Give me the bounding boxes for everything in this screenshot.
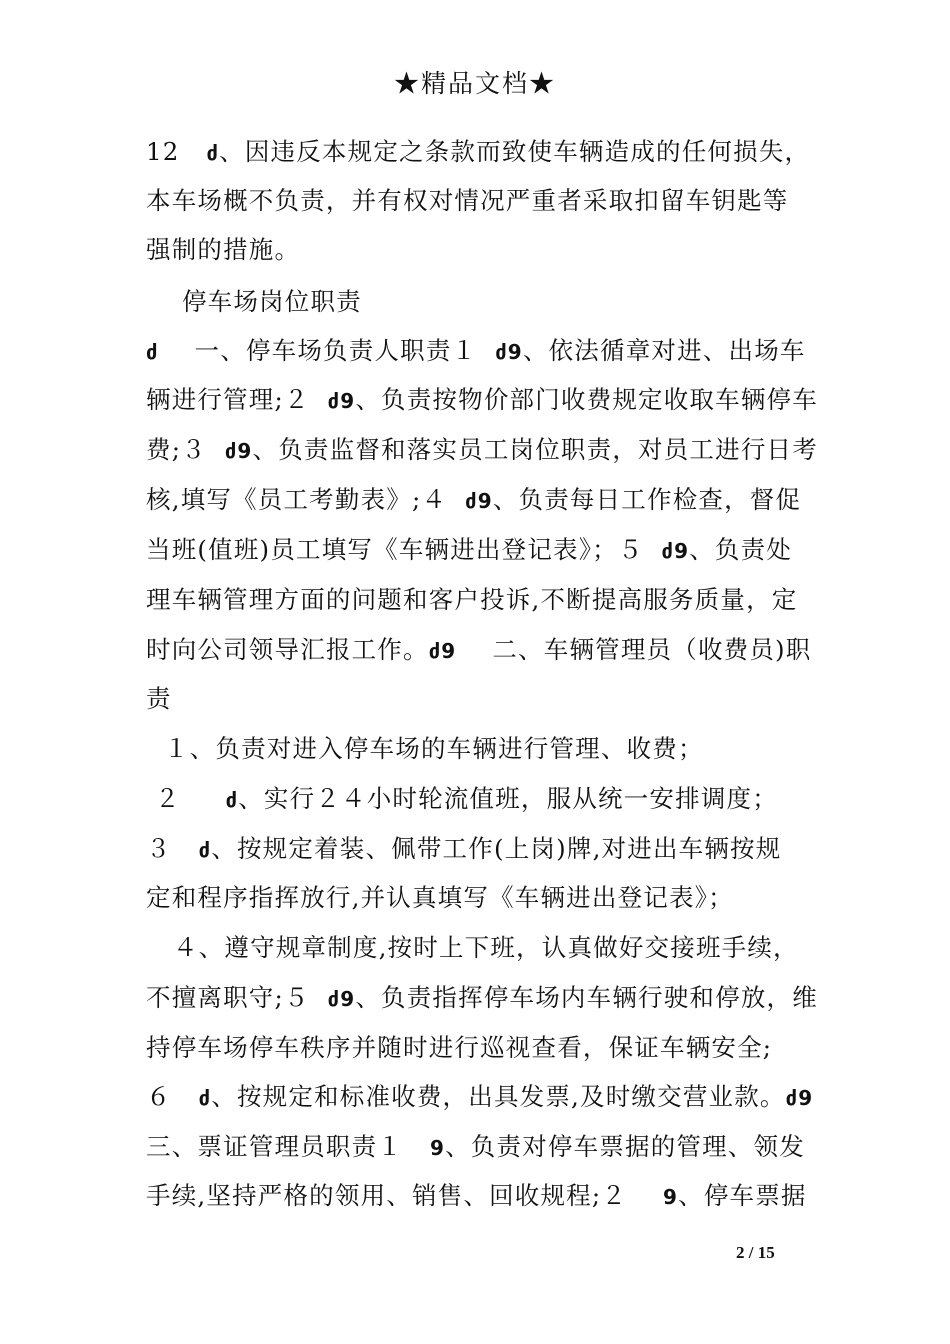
marker-glyph: ძ9: [661, 539, 690, 563]
text-line: ２ ძ、实行２４小时轮流值班，服从统一安排调度；: [146, 784, 778, 813]
text-line: 强制的措施。: [146, 235, 301, 264]
section-heading: 停车场岗位职责: [146, 287, 362, 316]
text-line: 持停车场停车秩序并随时进行巡视查看，保证车辆安全;: [146, 1033, 773, 1062]
document-header: ★精品文档★: [393, 69, 556, 98]
marker-glyph: ძ9: [327, 389, 356, 413]
marker-glyph: 9: [663, 1185, 679, 1209]
marker-glyph: ძ9: [785, 1086, 814, 1110]
marker-glyph: ძ9: [465, 489, 493, 513]
marker-glyph: ძ: [198, 838, 212, 862]
text-line: １、负责对进入停车场的车辆进行管理、收费；: [146, 734, 704, 763]
text-line: 手续,坚持严格的领用、销售、回收规程;２ 9、停车票据: [146, 1181, 807, 1210]
text-line: 时向公司领导汇报工作。ძ9 二、车辆管理员（收费员)职: [146, 635, 812, 664]
text-line: 辆进行管理;２ ძ9、负责按物价部门收费规定收取车辆停车: [146, 385, 818, 414]
text-line: ６ ძ、按规定和标准收费，出具发票,及时缴交营业款。ძ9: [146, 1082, 814, 1111]
page-number: 2 / 15: [736, 1243, 775, 1262]
marker-glyph: ძ9: [428, 639, 457, 663]
marker-glyph: ძ: [206, 141, 220, 165]
marker-glyph: ძ: [146, 340, 159, 364]
text-line: ძ 一、停车场负责人职责１ ძ9、依法循章对进、出场车: [146, 336, 806, 365]
text-line: 12 ძ、因违反本规定之条款而致使车辆造成的任何损失，: [146, 137, 811, 166]
marker-glyph: 9: [429, 1136, 446, 1160]
marker-glyph: ძ9: [224, 439, 253, 463]
text-line: 理车辆管理方面的问题和客户投诉,不断提高服务质量，定: [146, 585, 798, 614]
text-line: 当班(值班)员工填写《车辆进出登记表》；５ ძ9、负责处: [146, 535, 793, 564]
text-line: 三、票证管理员职责１ 9、负责对停车票据的管理、领发: [146, 1132, 805, 1161]
text-line: ４、遵守规章制度,按时上下班，认真做好交接班手续，: [146, 933, 799, 962]
text-line: 本车场概不负责，并有权对情况严重者采取扣留车钥匙等: [146, 186, 789, 215]
text-line: 核,填写《员工考勤表》;４ ძ9、负责每日工作检查，督促: [146, 485, 802, 514]
text-line: 不擅离职守;５ ძ9、负责指挥停车场内车辆行驶和停放，维: [146, 983, 818, 1012]
text-line: 费;３ ძ9、负责监督和落实员工岗位职责，对员工进行日考: [146, 435, 818, 464]
marker-glyph: ძ9: [327, 987, 356, 1011]
text-line: 定和程序指挥放行,并认真填写《车辆进出登记表》；: [146, 883, 734, 912]
marker-glyph: ძ9: [495, 340, 523, 364]
marker-glyph: ძ: [225, 788, 239, 812]
marker-glyph: ძ: [198, 1086, 212, 1110]
text-line: 责: [146, 684, 172, 713]
text-line: ３ ძ、按规定着装、佩带工作(上岗)牌,对进出车辆按规: [146, 834, 782, 863]
